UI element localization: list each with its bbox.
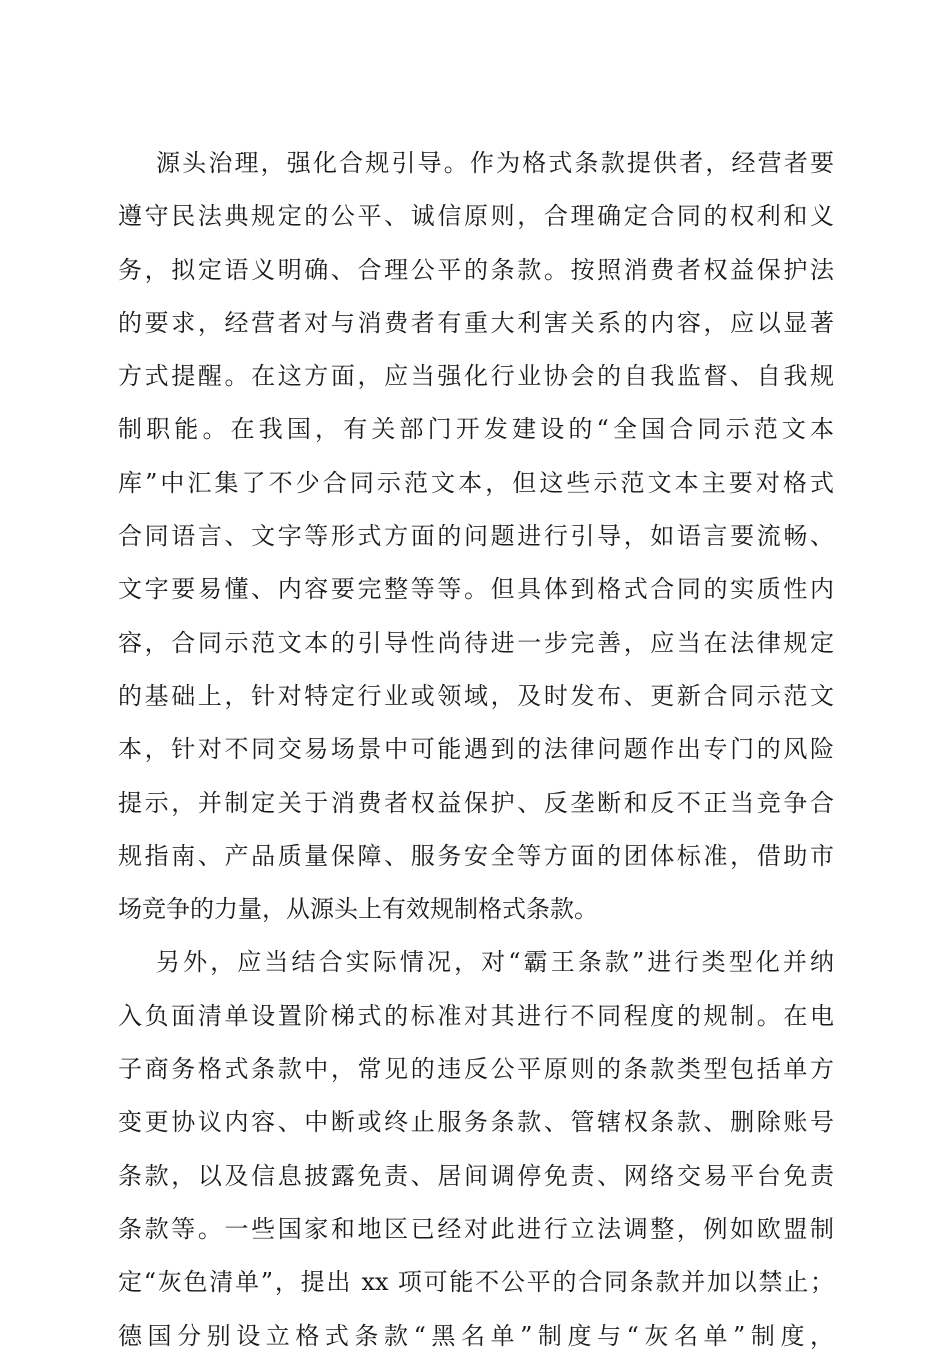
paragraph-line: 方式提醒。在这方面，应当强化行业协会的自我监督、自我规 <box>118 362 834 391</box>
paragraph-line: 规指南、产品质量保障、服务安全等方面的团体标准，借助市 <box>118 841 834 870</box>
paragraph-line: 提示，并制定关于消费者权益保护、反垄断和反不正当竞争合 <box>118 788 834 817</box>
paragraph-source-governance <box>118 137 834 936</box>
paragraph-line: 源头治理，强化合规引导。作为格式条款提供者，经营者要 <box>156 149 834 177</box>
paragraph-unfair-terms <box>118 936 834 1362</box>
document-body <box>118 137 834 1363</box>
paragraph-line: 库”中汇集了不少合同示范文本，但这些示范文本主要对格式 <box>118 468 834 497</box>
paragraph-line: 德国分别设立格式条款“黑名单”制度与“灰名单”制度， <box>118 1321 834 1350</box>
paragraph-line: 制职能。在我国，有关部门开发建设的“全国合同示范文本 <box>118 415 834 444</box>
paragraph-line: 变更协议内容、中断或终止服务条款、管辖权条款、删除账号 <box>118 1108 834 1137</box>
paragraph-line: 条款，以及信息披露免责、居间调停免责、网络交易平台免责 <box>118 1161 834 1190</box>
paragraph-line: 务，拟定语义明确、合理公平的条款。按照消费者权益保护法 <box>118 255 834 284</box>
paragraph-line: 的基础上，针对特定行业或领域，及时发布、更新合同示范文 <box>118 681 834 710</box>
paragraph-line: 入负面清单设置阶梯式的标准对其进行不同程度的规制。在电 <box>118 1001 834 1030</box>
paragraph-line: 条款等。一些国家和地区已经对此进行立法调整，例如欧盟制 <box>118 1214 834 1243</box>
paragraph-line: 子商务格式条款中，常见的违反公平原则的条款类型包括单方 <box>118 1055 834 1084</box>
paragraph-line: 另外，应当结合实际情况，对“霸王条款”进行类型化并纳 <box>156 948 834 977</box>
paragraph-line: 的要求，经营者对与消费者有重大利害关系的内容，应以显著 <box>118 308 834 337</box>
paragraph-line: 合同语言、文字等形式方面的问题进行引导，如语言要流畅、 <box>118 522 834 551</box>
paragraph-line: 遵守民法典规定的公平、诚信原则，合理确定合同的权利和义 <box>118 202 834 231</box>
paragraph-line: 本，针对不同交易场景中可能遇到的法律问题作出专门的风险 <box>118 735 834 764</box>
paragraph-line: 容，合同示范文本的引导性尚待进一步完善，应当在法律规定 <box>118 628 834 657</box>
paragraph-line: 场竞争的力量，从源头上有效规制格式条款。 <box>118 895 598 924</box>
paragraph-line: 文字要易懂、内容要完整等等。但具体到格式合同的实质性内 <box>118 575 834 604</box>
paragraph-line: 定“灰色清单”，提出 xx 项可能不公平的合同条款并加以禁止； <box>118 1268 834 1297</box>
